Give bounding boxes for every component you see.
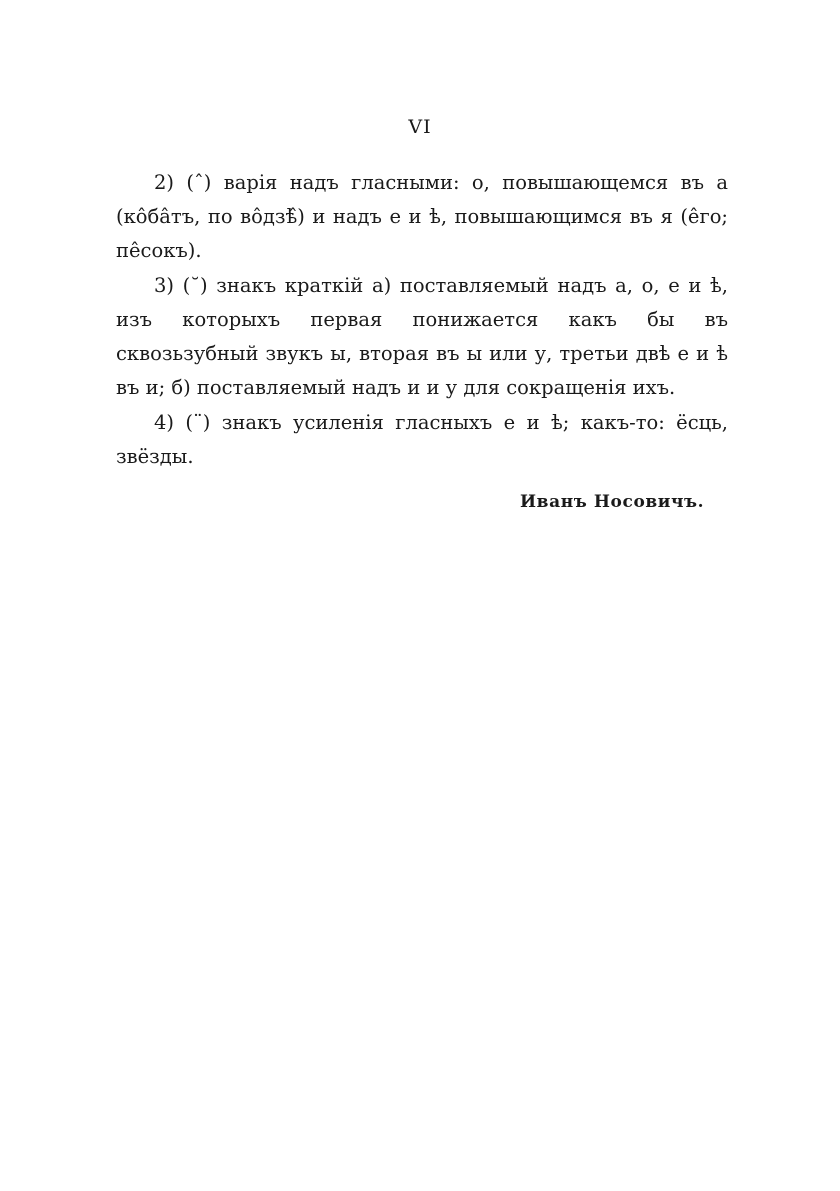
paragraph-number: 3) xyxy=(154,274,175,297)
paragraph-4 xyxy=(116,406,728,474)
paragraph-number: 4) xyxy=(154,411,175,434)
paragraph-3 xyxy=(116,269,728,405)
paragraph-number: 2) xyxy=(154,171,175,194)
paragraph-text: (¨) знакъ усиленія гласныхъ е и ѣ; какъ-то: ёсць, звёзды. xyxy=(116,411,728,468)
paragraph-text: (˘) знакъ краткій а) поставляемый надъ а, о, е и ѣ, изъ которыхъ первая понижается какъ бы въ сквозьзубный звукъ ы, вторая въ ы или у, третьи двѣ е и ѣ въ и; б) поставляемый надъ и и у для сокращенія ихъ. xyxy=(116,274,728,399)
paragraph-text: (ˆ) варія надъ гласными: о, повышающемся въ а (ко̂ба̂тъ, по во̂дзѣ̂) и надъ е и ѣ, повышающимся въ я (е̂го; пе̂сокъ). xyxy=(116,171,728,262)
paragraph-2 xyxy=(116,166,728,268)
page-number: VI xyxy=(408,116,432,138)
text-block xyxy=(116,166,728,475)
author-signature: Иванъ Носовичъ. xyxy=(520,492,705,512)
